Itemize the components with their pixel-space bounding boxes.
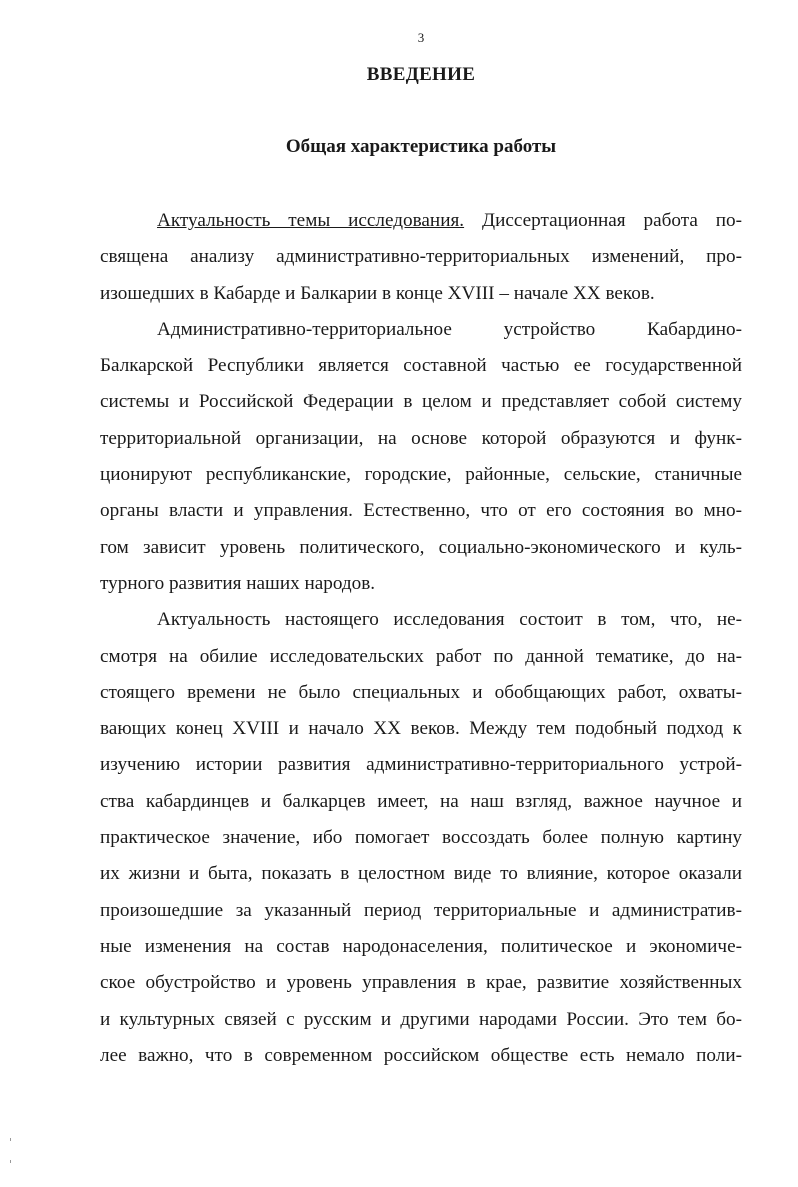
paragraph-admin-structure: [100, 312, 742, 602]
text-line: изошедших в Кабарде и Балкарии в конце XVIII – начале XX веков.: [100, 282, 655, 304]
paragraph-research-relevance: [100, 602, 742, 1074]
body-text: [100, 203, 742, 1074]
text-line: произошедшие за указанный период территориальные и административ-: [100, 899, 742, 921]
scan-mark: [10, 1138, 11, 1141]
text-line: системы и Российской Федерации в целом и представляет собой систему: [100, 391, 742, 413]
text-line: ское обустройство и уровень управления в крае, развитие хозяйственных: [100, 972, 742, 994]
underlined-heading: Актуальность темы исследования.: [157, 210, 465, 231]
page-number: 3: [417, 30, 425, 45]
text-line: практическое значение, ибо помогает воссоздать более полную картину: [100, 827, 742, 849]
line-text: Диссертационная работа по-: [464, 210, 742, 231]
scan-mark: [10, 1160, 11, 1163]
text-line: лее важно, что в современном российском обществе есть немало поли-: [100, 1044, 742, 1066]
text-line: священа анализу административно-территориальных изменений, про-: [100, 246, 742, 268]
text-line: смотря на обилие исследовательских работ по данной тематике, до на-: [100, 645, 742, 667]
text-line: ционируют республиканские, городские, районные, сельские, станичные: [100, 464, 742, 486]
text-line: и культурных связей с русским и другими народами России. Это тем бо-: [100, 1008, 742, 1030]
section-subtitle: Общая характеристика работы: [285, 136, 557, 157]
text-line: ные изменения на состав народонаселения, политическое и экономиче-: [100, 935, 742, 957]
text-line: территориальной организации, на основе которой образуются и функ-: [100, 427, 742, 449]
text-line: гом зависит уровень политического, социально-экономического и куль-: [100, 536, 742, 558]
paragraph-relevance-topic: [100, 203, 742, 312]
text-line: их жизни и быта, показать в целостном виде то влияние, которое оказали: [100, 863, 742, 885]
text-line: стоящего времени не было специальных и обобщающих работ, охваты-: [100, 681, 742, 703]
text-line: [100, 203, 742, 239]
page-title: ВВЕДЕНИЕ: [366, 64, 476, 85]
text-line: Актуальность настоящего исследования состоит в том, что, не-: [157, 609, 742, 631]
text-line: турного развития наших народов.: [100, 572, 376, 594]
text-line: органы власти и управления. Естественно, что от его состояния во мно-: [100, 500, 742, 522]
text-line: ства кабардинцев и балкарцев имеет, на наш взгляд, важное научное и: [100, 790, 742, 812]
text-line: вающих конец XVIII и начало XX веков. Между тем подобный подход к: [100, 718, 742, 740]
text-line: Административно-территориальное устройство Кабардино-: [157, 318, 742, 340]
text-line: Балкарской Республики является составной частью ее государственной: [100, 355, 742, 377]
text-line: изучению истории развития административно-территориального устрой-: [100, 754, 742, 776]
